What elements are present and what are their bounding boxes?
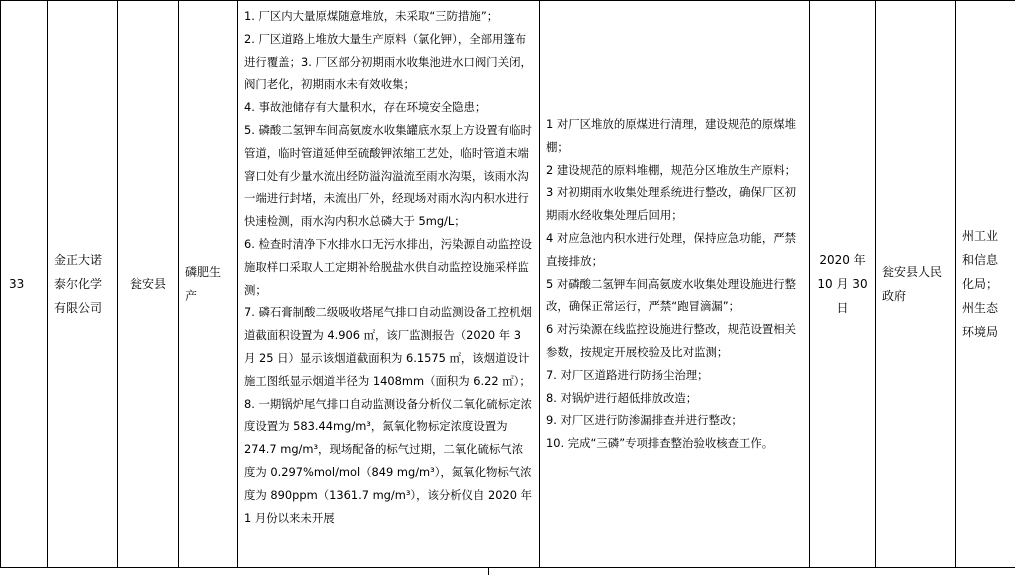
measure-item-3: 3 对初期雨水收集处理系统进行整改，确保厂区初期雨水经收集处理后回用； xyxy=(546,185,797,223)
row-number: 33 xyxy=(1,1,48,568)
measure-item-8: 8. 对锅炉进行超低排放改造； xyxy=(546,390,698,405)
problems-cell xyxy=(238,1,540,568)
measure-item-5: 5 对磷酸二氢钾车间高氨废水收集处理设施进行整改，确保正常运行，严禁“跑冒滴漏”； xyxy=(546,276,797,314)
county-name: 瓮安县 xyxy=(118,1,179,568)
problem-item-5: 6. 检查时清净下水排水口无污水排出，污染源自动监控设施取样口采取人工定期补给脱盐水供自动监控设施采样监测； xyxy=(244,236,532,297)
industry-type: 磷肥生产 xyxy=(179,1,238,568)
page-edge-tick xyxy=(488,568,489,575)
problem-item-3: 4. 事故池储存有大量积水，存在环境安全隐患； xyxy=(244,100,487,115)
measure-item-10: 10. 完成“三磷”专项排查整治验收核查工作。 xyxy=(546,436,774,451)
measure-item-9: 9. 对厂区进行防渗漏排查并进行整改； xyxy=(546,413,743,428)
measure-item-6: 6 对污染源在线监控设施进行整改，规范设置相关参数，按规定开展校验及比对监测； xyxy=(546,322,797,359)
measure-item-7: 7. 对厂区道路进行防扬尘治理； xyxy=(546,367,709,382)
problem-item-6: 7. 磷石膏制酸二级吸收塔尾气排口自动监测设备工控机烟道截面积设置为 4.906 ㎡，该厂监测报告（2020 年 3 月 25 日）显示该烟道截面积为 6.1575 ㎡，该烟道设计施工图纸显示烟道半径为 1408mm（面积为 6.22 ㎡）； xyxy=(244,305,532,388)
problem-item-7: 8. 一期锅炉尾气排口自动监测设备分析仪二氧化硫标定浓度设置为 583.44mg/m³，氮氧化物标定浓度设置为 274.7 mg/m³，现场配备的标气过期，二氧化硫标气浓度为 0.297%mol/mol（849 mg/m³），氮氧化物标气浓度为 890ppm（1361.7 mg/m³），该分析仪自 2020 年 1 月份以来未开展 xyxy=(244,396,533,525)
deadline: 2020 年 10 月 30 日 xyxy=(810,1,876,568)
problem-item-2: 2. 厂区道路上堆放大量生产原料（氯化钾），全部用篷布进行覆盖；3. 厂区部分初期雨水收集池进水口阀门关闭，阀门老化，初期雨水未有效收集； xyxy=(244,31,532,92)
measure-item-1: 1 对厂区堆放的原煤进行清理，建设规范的原煤堆棚； xyxy=(546,117,797,154)
measures-cell xyxy=(540,1,810,568)
problem-item-1: 1. 厂区内大量原煤随意堆放，未采取“三防措施”； xyxy=(244,9,499,23)
measure-item-2: 2 建设规范的原料堆棚，规范分区堆放生产原料； xyxy=(546,162,797,177)
problem-item-4: 5. 磷酸二氢钾车间高氨废水收集罐底水泵上方设置有临时管道，临时管道延伸至硫酸钾浓缩工艺处，临时管道末端窨口处有少量水流出经防溢沟溢流至雨水沟渠，该雨水沟一端进行封堵，未流出厂外，经现场对雨水沟内积水进行快速检测，雨水沟内积水总磷大于 5mg/L； xyxy=(244,122,532,229)
responsible-government: 瓮安县人民政府 xyxy=(876,1,956,568)
company-name: 金正大诺泰尔化学有限公司 xyxy=(48,1,118,568)
supervising-departments: 州工业和信息化局；州生态环境局 xyxy=(956,1,1015,568)
table-row xyxy=(1,1,1015,568)
measure-item-4: 4 对应急池内积水进行处理，保持应急功能，严禁直接排放； xyxy=(546,231,797,268)
